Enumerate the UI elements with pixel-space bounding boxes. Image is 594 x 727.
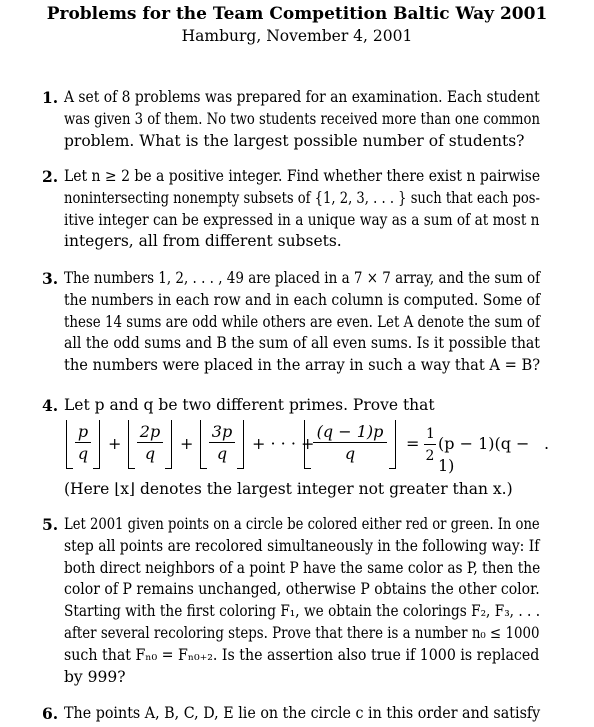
floor-bracket-left — [66, 420, 73, 469]
problem-line: nonintersecting nonempty subsets of {1, 2, 3, . . . } such that each pos- — [64, 188, 540, 207]
problem-text — [64, 166, 540, 253]
problem-line: such that Fₙ₀ = Fₙ₀₊₂. Is the assertion also true if 1000 is replaced — [64, 645, 540, 664]
problem-line: problem. What is the largest possible number of students? — [64, 131, 525, 150]
problem-number: 5. — [42, 515, 59, 534]
problem-line: Starting with the first coloring F₁, we obtain the colorings F₂, F₃, . . . — [64, 602, 541, 621]
floor-bracket-right — [389, 420, 396, 469]
problem-line: these 14 sums are odd while others are even. Let A denote the sum of — [64, 312, 540, 331]
formula-period: . — [544, 434, 550, 453]
problem-number: 2. — [42, 167, 59, 186]
problem-number: 1. — [42, 88, 59, 107]
fraction: $\frac{2p}{q}$ — [137, 422, 163, 465]
problem-line: Let p and q be two different primes. Prove that — [64, 396, 435, 414]
problem-line: the numbers in each row and in each column is computed. Some of — [64, 290, 541, 309]
rhs-product: (p − 1)(q − 1) — [438, 434, 530, 475]
problem-line: color of P remains unchanged, otherwise P obtains the other color. — [64, 580, 540, 599]
problem-note — [64, 479, 540, 501]
floor-bracket-right — [93, 420, 100, 469]
floor-bracket-right — [165, 420, 172, 469]
floor-bracket-left — [304, 420, 311, 469]
problem-text — [64, 87, 540, 152]
problem-line: all the odd sums and B the sum of all even sums. Is it possible that — [64, 334, 540, 353]
problem-line: The points A, B, C, D, E lie on the circle c in this order and satisfy — [64, 704, 541, 722]
document-subtitle: Hamburg, November 4, 2001 — [181, 27, 413, 45]
problem-line: Let 2001 given points on a circle be colored either red or green. In one — [64, 515, 540, 533]
problem-line: itive integer can be expressed in a unique way as a sum of at most n — [64, 210, 540, 229]
note-line: (Here ⌊x⌋ denotes the largest integer not greater than x.) — [64, 480, 513, 498]
problem-line: Let n ≥ 2 be a positive integer. Find whether there exist n pairwise — [64, 167, 541, 185]
problem-text — [64, 268, 540, 377]
floor-bracket-left — [128, 420, 135, 469]
document-title: Problems for the Team Competition Baltic Way 2001 — [46, 4, 548, 24]
plus-dots: + · · · + — [252, 434, 315, 453]
fraction-one-half: $\frac{1}{2}$ — [425, 426, 435, 464]
problem-text — [64, 703, 540, 725]
problem-line: step all points are recolored simultaneously in the following way: If — [64, 536, 540, 555]
floor-bracket-left — [200, 420, 207, 469]
problem-number: 4. — [42, 396, 59, 415]
fraction: $\frac{3p}{q}$ — [209, 422, 235, 465]
problem-number: 3. — [42, 269, 59, 288]
floor-bracket-right — [237, 420, 244, 469]
problem-text — [64, 514, 540, 688]
plus-sign: + — [180, 434, 194, 453]
problem-number: 6. — [42, 704, 59, 723]
problem-line: integers, all from different subsets. — [64, 232, 342, 251]
problem-line: both direct neighbors of a point P have the same color as P, then the — [64, 558, 541, 577]
problem-line: A set of 8 problems was prepared for an examination. Each student — [64, 88, 540, 106]
fraction: $\frac{(q - 1)p}{q}$ — [313, 422, 387, 465]
problem-text — [64, 395, 540, 417]
problem-line: after several recoloring steps. Prove that there is a number n₀ ≤ 1000 — [64, 623, 540, 642]
problem-line: The numbers 1, 2, . . . , 49 are placed in a 7 × 7 array, and the sum of — [64, 269, 541, 287]
fraction: $\frac{p}{q}$ — [75, 422, 91, 465]
equals-sign: = — [406, 434, 420, 453]
problem-line: was given 3 of them. No two students received more than one common — [64, 109, 540, 128]
plus-sign: + — [108, 434, 122, 453]
problem-line: the numbers were placed in the array in such a way that A = B? — [64, 356, 541, 375]
problem-line: by 999? — [64, 667, 126, 686]
floor-sum-formula — [64, 420, 550, 475]
